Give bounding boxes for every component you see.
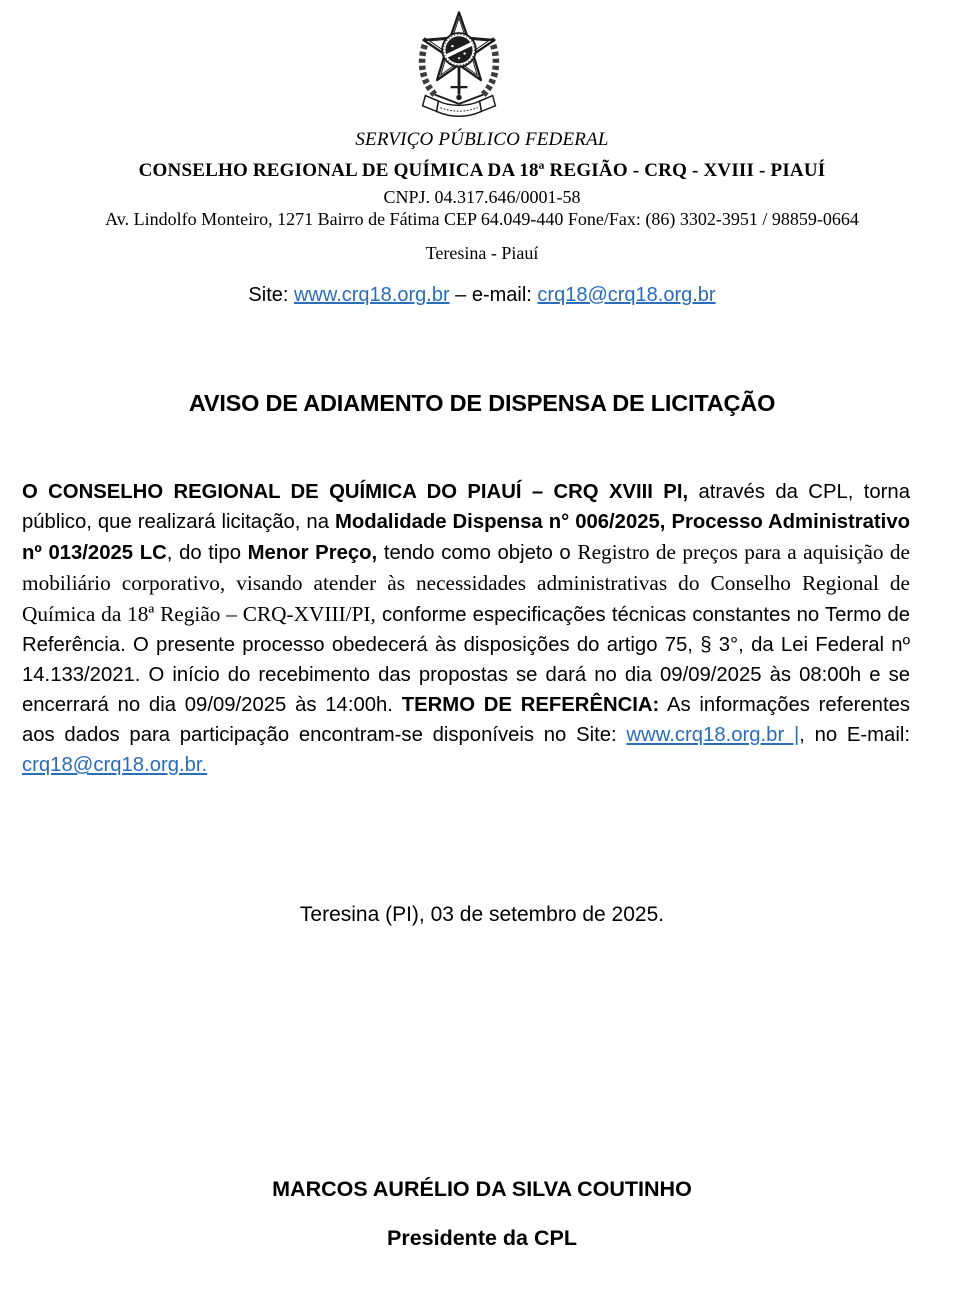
header-email-link[interactable]: crq18@crq18.org.br: [537, 284, 716, 306]
site-label: Site:: [248, 284, 294, 306]
header-site-link[interactable]: www.crq18.org.br: [293, 284, 450, 306]
body-price-type-bold: Menor Preço,: [247, 542, 378, 564]
body-mid5: , no E-mail:: [799, 724, 910, 746]
body-mid3: conforme especificações técnicas constantes no Termo de Referência. O presente processo obedecerá às disposições do artigo 75, § 3°, da Lei Federal nº 14.133/2021. O início do recebimento das propostas se dará no dia 09/09/2025 às 08:00h e se encerrará no dia 09/09/2025 às 14:00h.: [22, 604, 910, 716]
body-modality-bold: Modalidade Dispensa n° 006/2025, Processo Administrativo nº 013/2025 LC: [22, 511, 910, 564]
document-title: AVISO DE ADIAMENTO DE DISPENSA DE LICITAÇÃO: [188, 390, 776, 416]
header-cnpj: CNPJ. 04.317.646/0001-58: [383, 187, 581, 207]
header-address: Av. Lindolfo Monteiro, 1271 Bairro de Fátima CEP 64.049-440 Fone/Fax: (86) 3302-3951 / 98859-0664: [105, 209, 859, 229]
signature-name: MARCOS AURÉLIO DA SILVA COUTINHO: [272, 1177, 692, 1201]
body-object-serif: Registro de preços para a aquisição de mobiliário corporativo, visando atender às necessidades administrativas do Conselho Regional de Química da 18ª Região – CRQ-XVIII/PI,: [22, 540, 910, 626]
body-mid2: tendo como objeto o: [377, 542, 578, 564]
brazil-coat-of-arms-icon: [403, 3, 515, 119]
body-term-reference-bold: TERMO DE REFERÊNCIA:: [401, 694, 660, 716]
signature-role: Presidente da CPL: [387, 1226, 577, 1250]
date-line: Teresina (PI), 03 de setembro de 2025.: [299, 903, 665, 926]
header-service-line: SERVIÇO PÚBLICO FEDERAL: [355, 129, 609, 150]
header-org-name: CONSELHO REGIONAL DE QUÍMICA DA 18ª REGIÃO - CRQ - XVIII - PIAUÍ: [138, 160, 826, 181]
email-label: – e-mail:: [449, 284, 538, 306]
body-mid4: As informações referentes aos dados para participação encontram-se disponíveis no Site:: [22, 694, 910, 746]
body-intro: através da CPL, torna público, que realizará licitação, na: [22, 481, 910, 533]
body-email-link[interactable]: crq18@crq18.org.br.: [22, 754, 208, 776]
body-site-link[interactable]: www.crq18.org.br |: [626, 724, 800, 746]
header-contacts-line: [0, 284, 964, 307]
body-org-bold: O CONSELHO REGIONAL DE QUÍMICA DO PIAUÍ – CRQ XVIII PI,: [22, 481, 689, 503]
header-city: Teresina - Piauí: [425, 243, 539, 263]
notice-body-paragraph: [22, 477, 910, 780]
body-mid1: , do tipo: [166, 542, 248, 564]
